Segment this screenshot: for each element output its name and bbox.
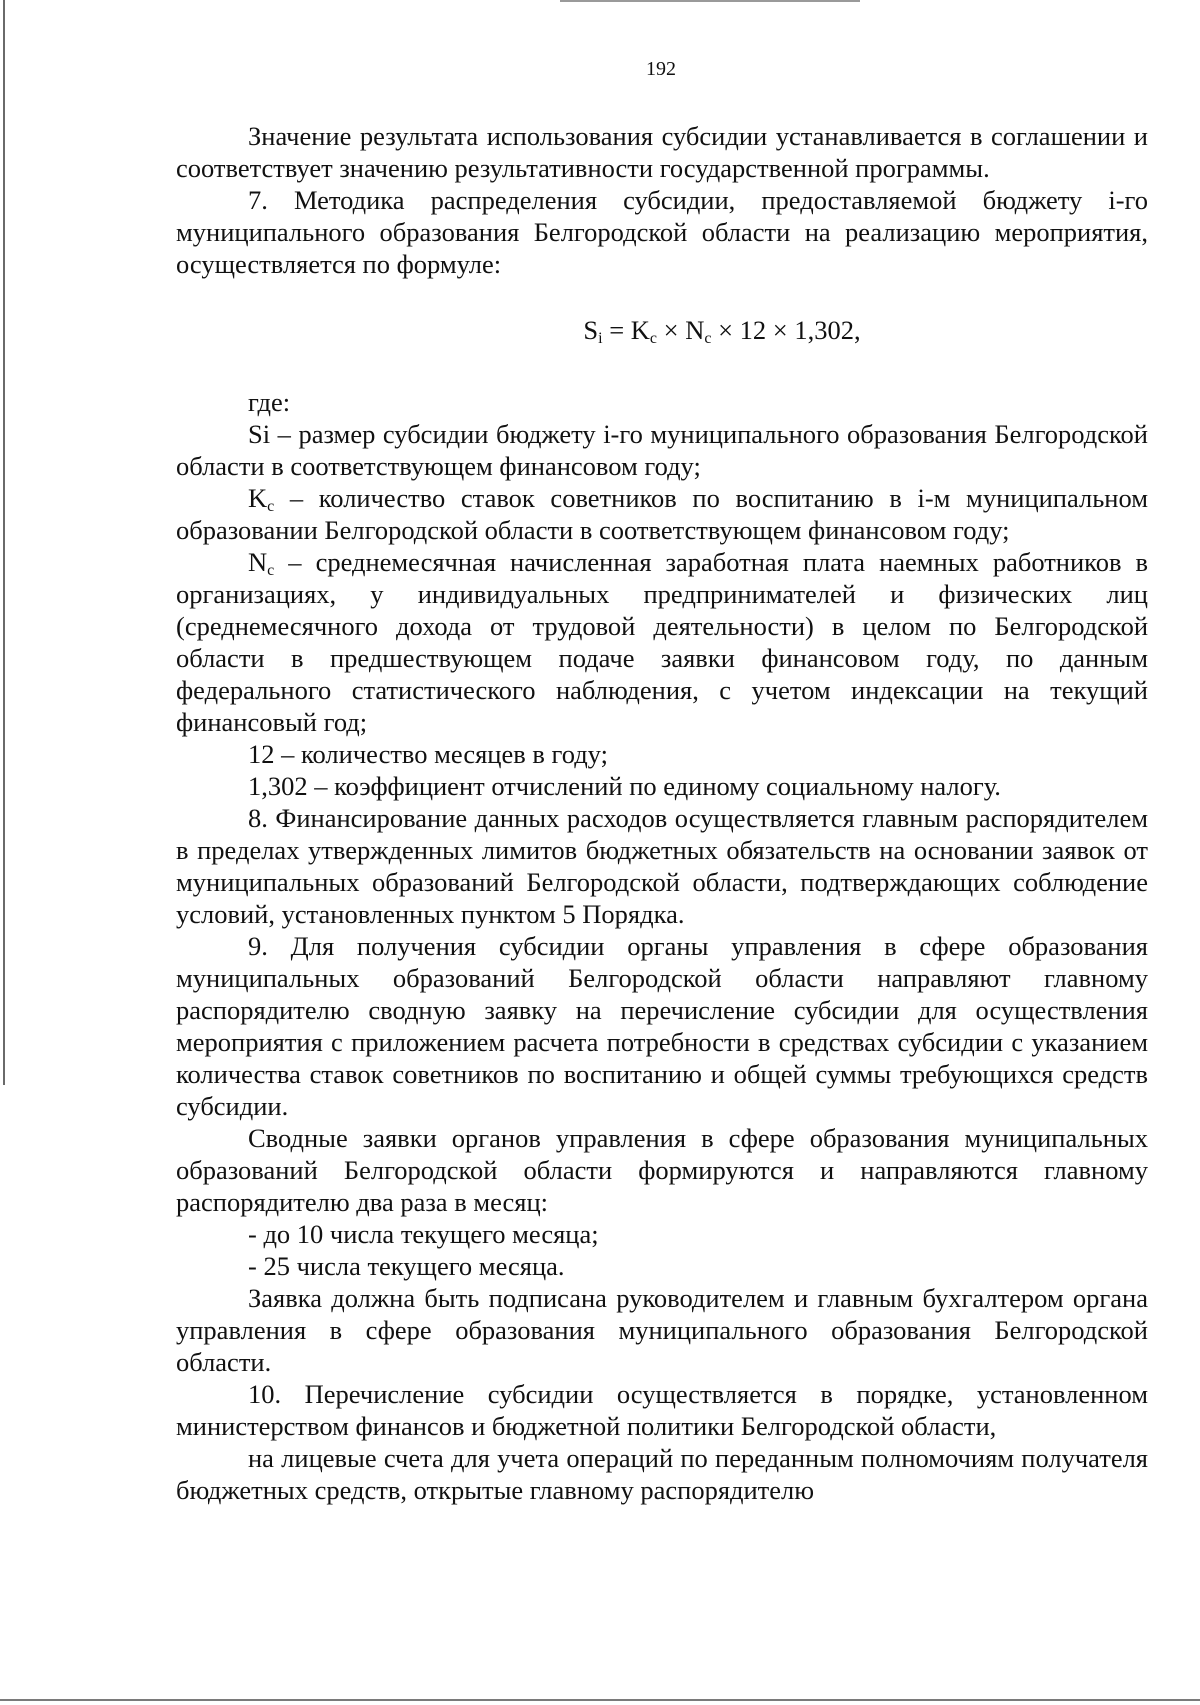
paragraph-8-financing: 8. Финансирование данных расходов осуществляется главным распорядителем в пределах утвержденных лимитов бюджетных обязательств на основании заявок от муниципальных образований Белгородской области, подтверждающих соблюдение условий, установленных пунктом 5 Порядка.: [176, 803, 1148, 929]
page-number: 192: [646, 58, 676, 80]
kc-text: – количество ставок советников по воспитанию в i-м муниципальном образовании Белгородской области в соответствующем финансовом году;: [176, 483, 1148, 545]
formula-eq-k: = K: [602, 315, 650, 345]
formula-rest: × 12 × 1,302,: [711, 315, 861, 345]
scan-bottom-edge: [0, 1699, 1200, 1701]
formula-k-sub: c: [649, 330, 658, 347]
formula-s: S: [583, 315, 599, 345]
definition-coefficient: 1,302 – коэффициент отчислений по единому социальному налогу.: [248, 771, 1001, 801]
formula-s-sub: i: [598, 330, 603, 347]
paragraph-where: где:: [248, 387, 291, 417]
paragraph-9-signature: Заявка должна быть подписана руководителем и главным бухгалтером органа управления в сфере образования муниципального образования Белгородской области.: [176, 1283, 1148, 1377]
list-item-deadline-25: - 25 числа текущего месяца.: [248, 1251, 565, 1281]
definition-si: Si – размер субсидии бюджету i-го муниципального образования Белгородской области в соответствующем финансовом году;: [176, 419, 1148, 481]
formula-times-n: × N: [657, 315, 705, 345]
paragraph-result-value: Значение результата использования субсидии устанавливается в соглашении и соответствует значению результативности государственной программы.: [176, 121, 1148, 183]
kc-sub: c: [267, 498, 275, 515]
nc-text: – среднемесячная начисленная заработная плата наемных работников в организациях, у индивидуальных предпринимателей и физических лиц (среднемесячного дохода от трудовой деятельности) в целом по Белгородской области в предшествующем подаче заявки финансовом году, по данным федерального статистического наблюдения, с учетом индексации на текущий финансовый год;: [176, 547, 1148, 737]
list-item-deadline-10: - до 10 числа текущего месяца;: [248, 1219, 599, 1249]
scan-left-edge: [3, 0, 5, 1085]
document-body: [176, 120, 1148, 1506]
subsidy-formula: [176, 314, 1148, 346]
paragraph-10-accounts: на лицевые счета для учета операций по переданным полномочиям получателя бюджетных средств, открытые главному распорядителю: [176, 1443, 1148, 1505]
definition-kc: [176, 482, 1148, 546]
definition-nc: [176, 546, 1148, 738]
paragraph-7-methodology: 7. Методика распределения субсидии, предоставляемой бюджету i-го муниципального образования Белгородской области на реализацию мероприятия, осуществляется по формуле:: [176, 185, 1148, 279]
formula-n-sub: c: [704, 330, 712, 347]
nc-sub: c: [267, 562, 275, 579]
kc-symbol: K: [248, 483, 268, 513]
scan-top-rule: [560, 0, 860, 2]
paragraph-9-application: 9. Для получения субсидии органы управления в сфере образования муниципальных образований Белгородской области направляют главному распорядителю сводную заявку на перечисление субсидии для осуществления мероприятия с приложением расчета потребности в средствах субсидии с указанием количества ставок советников по воспитанию и общей суммы требующихся средств субсидии.: [176, 931, 1148, 1121]
paragraph-10-transfer: 10. Перечисление субсидии осуществляется в порядке, установленном министерством финансов и бюджетной политики Белгородской области,: [176, 1379, 1148, 1441]
nc-symbol: N: [248, 547, 268, 577]
definition-months: 12 – количество месяцев в году;: [248, 739, 608, 769]
paragraph-9-summary: Сводные заявки органов управления в сфере образования муниципальных образований Белгородской области формируются и направляются главному распорядителю два раза в месяц:: [176, 1123, 1148, 1217]
